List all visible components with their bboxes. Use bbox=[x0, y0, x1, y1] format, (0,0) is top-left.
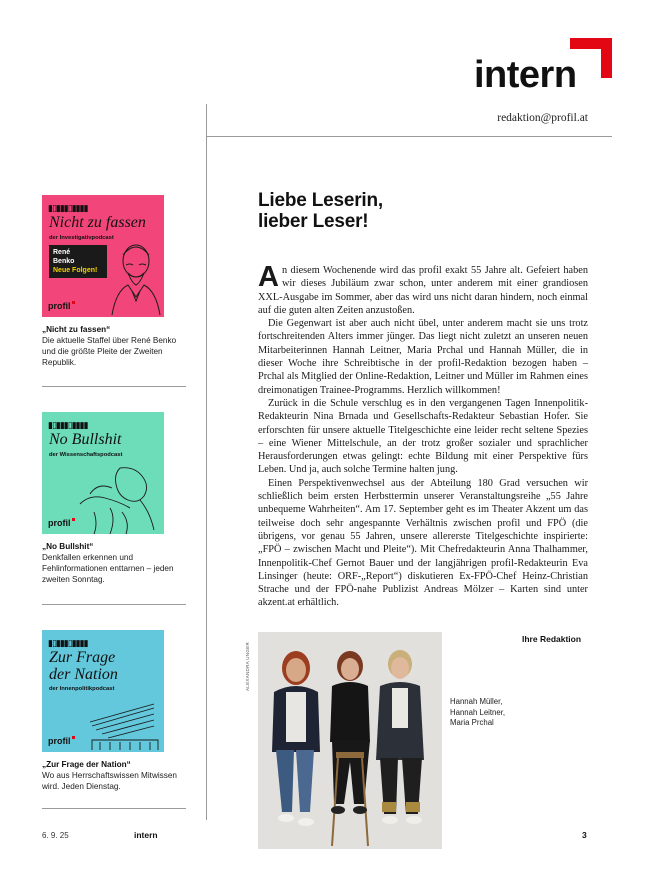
divider bbox=[42, 604, 186, 605]
podcast-promo-3[interactable] bbox=[42, 630, 186, 792]
issue-date: 6. 9. 25 bbox=[42, 831, 69, 840]
soundwave-icon: ▮▯▮▮▮▯▮▮▮▮ bbox=[48, 639, 88, 649]
cover-subtitle: der Wissenschaftspodcast bbox=[49, 452, 123, 458]
team-photo bbox=[258, 632, 442, 849]
cover-title: Nicht zu fassen bbox=[49, 214, 146, 231]
soundwave-icon: ▮▯▮▮▮▯▮▮▮▮ bbox=[48, 421, 88, 431]
three-women-photo bbox=[258, 632, 442, 849]
column-divider bbox=[206, 104, 207, 820]
photo-caption: Hannah Müller, Hannah Leitner, Maria Prchal bbox=[450, 697, 506, 727]
podcast-description: Die aktuelle Staffel über René Benko und die größte Pleite der Zweiten Republik. bbox=[42, 336, 177, 367]
profil-logo: profil bbox=[48, 736, 75, 746]
podcast-promo-2[interactable] bbox=[42, 412, 186, 585]
podcast-cover[interactable] bbox=[42, 412, 164, 534]
divider bbox=[42, 386, 186, 387]
podcast-title: „Nicht zu fassen“ bbox=[42, 325, 111, 334]
paragraph-3: Zurück in die Schule verschlug es in den vergangenen Tagen Innenpolitik-Redakteurin Nina Brnada und Gesellschafts-Redakteur Sebastian Hofer. Sie erforschten für unsere aktuelle Titelgeschichte eine leider recht seltene Spezies – eine Wiener Mittelschule, an der trotz großer sozialer und sprachlicher Herausforderungen etwas gelingt: echte Bildung mit einer Perspektive fürs Leben. Und ja, auch solche Termine halten jung. bbox=[258, 397, 588, 476]
podcast-title: „Zur Frage der Nation“ bbox=[42, 760, 131, 769]
article-headline: Liebe Leserin, lieber Leser! bbox=[258, 190, 383, 232]
footer-section: intern bbox=[134, 830, 158, 840]
paragraph-4: Einen Perspektivenwechsel aus der Abteilung 180 Grad versuchen wir schließlich beim ersten Herbsttermin unserer Veranstaltungsreihe „55 Jahre unbequeme Wahrheiten“. Am 17. September geht es im Theater Akzent um das teilweise doch sehr angespannte Verhältnis zwischen profil und FPÖ (die übrigens, vor genau 55 Jahren, unsere allererste Titelgeschichte inspirierte: „FPÖ – zwischen Macht und Pleite“). Mit Chefredakteurin Anna Thalhammer, Innenpolitik-Chef Gernot Bauer und der langjährigen profil-Redakteurin Eva Linsinger (heute: ORF-„Report“) diskutieren Ex-FPÖ-Chef Heinz-Christian Strache und der FPÖ-nahe Publizist Andreas Mölzer – Karten sind unter akzent.at erhältlich. bbox=[258, 477, 588, 609]
podcast-description: Wo aus Herrschaftswissen Mitwissen wird. Jeden Dienstag. bbox=[42, 771, 177, 791]
profil-logo: profil bbox=[48, 518, 75, 528]
paragraph-2: Die Gegenwart ist aber auch nicht übel, unter anderem macht sie uns trotz fortschreitenden Alters immer jünger. Das liegt nicht zuletzt an unseren neuen Mitarbeiterinnen Hannah Leitner, Maria Prchal und Hannah Müller, die in dieser Woche ihre Schreibtische in der profil-Redaktion bezogen haben – Prchal als Mitglied der Online-Redaktion, Leitner und Müller im Rahmen eines dreimonatigen Trainee-Programms. Herzlich willkommen! bbox=[258, 318, 588, 396]
podcast-promo-1[interactable] bbox=[42, 195, 186, 368]
parliament-illustration bbox=[82, 694, 162, 750]
portrait-illustration bbox=[106, 235, 164, 315]
section-title: intern bbox=[474, 54, 577, 96]
paragraph-1: An diesem Wochenende wird das profil exakt 55 Jahre alt. Gefeiert haben wir dieses Jubiläum zwar schon, unter anderem mit einer grandiosen XXL-Ausgabe im Sommer, aber das wird uns nicht daran hindern, noch einmal auf die guten alten Zeiten anzustoßen. bbox=[258, 261, 588, 316]
page-number: 3 bbox=[582, 830, 587, 840]
cover-title: No Bullshit bbox=[49, 431, 122, 448]
cover-subtitle: der Investigativpodcast bbox=[49, 235, 114, 241]
article-body bbox=[258, 261, 588, 610]
podcast-description: Denkfallen erkennen und Fehlinformationen enttarnen – jeden zweiten Sonntag. bbox=[42, 553, 174, 584]
profil-logo: profil bbox=[48, 301, 75, 311]
photo-credit: ALEXANDRA UNGER bbox=[245, 641, 250, 691]
podcast-cover[interactable] bbox=[42, 195, 164, 317]
drop-cap: A bbox=[258, 261, 279, 293]
podcast-cover[interactable] bbox=[42, 630, 164, 752]
divider bbox=[42, 808, 186, 809]
podcast-title: „No Bullshit“ bbox=[42, 542, 94, 551]
new-episodes-badge: René Benko Neue Folgen! bbox=[49, 245, 107, 278]
cover-subtitle: der Innenpolitikpodcast bbox=[49, 686, 115, 692]
cover-title: Zur Frage der Nation bbox=[49, 649, 118, 683]
signoff: Ihre Redaktion bbox=[522, 634, 582, 644]
header-rule bbox=[206, 136, 612, 137]
contact-email[interactable]: redaktion@profil.at bbox=[497, 112, 588, 124]
soundwave-icon: ▮▯▮▮▮▯▮▮▮▮ bbox=[48, 204, 88, 214]
